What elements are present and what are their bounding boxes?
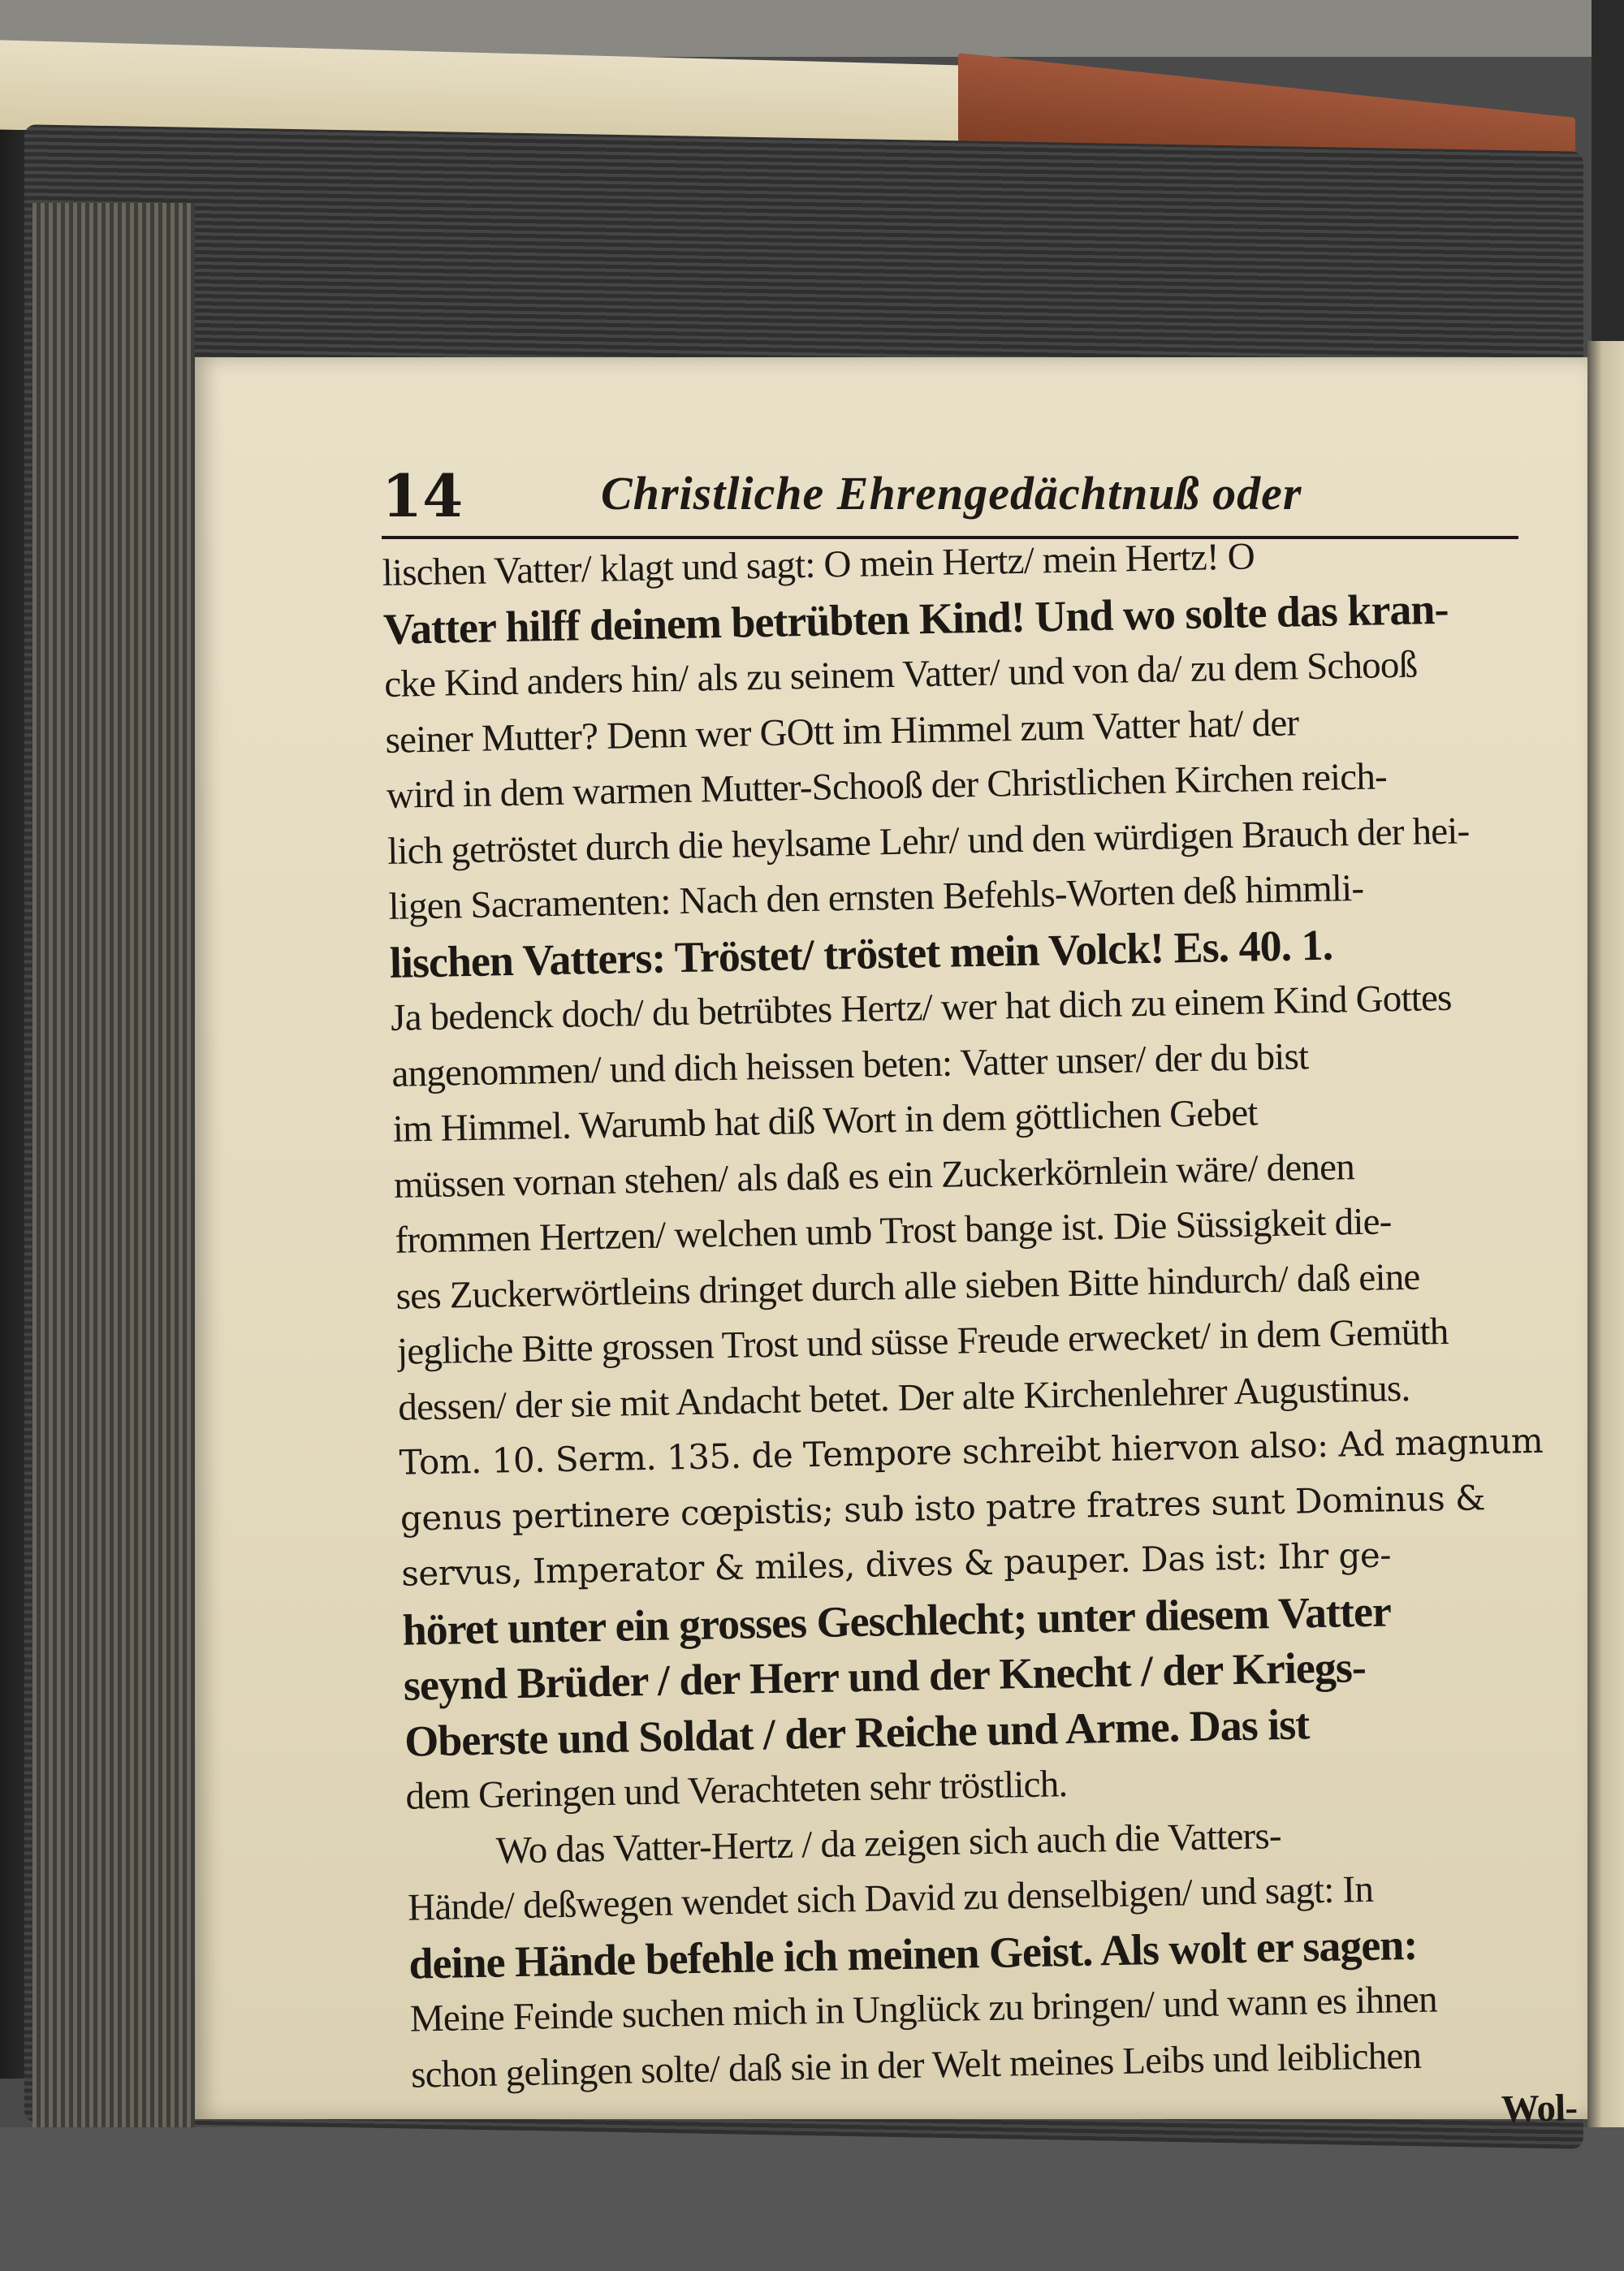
facing-page-edge [1587,341,1624,2127]
text-line: Meine Feinde suchen mich in Unglück zu bringen/ und wann es ihnen [409,1978,1438,2040]
text-line: Oberste und Soldat / der Reiche und Arme. Das ist [404,1699,1310,1766]
catchword: Wol- [1501,2087,1578,2131]
body-text [382,523,1586,2158]
text-line: lischen Vatters: Tröstet/ tröstet mein Volck! Es. 40. 1. [389,920,1333,987]
text-line: lich getröstet durch die heylsame Lehr/ und den würdigen Brauch der hei- [387,809,1470,873]
text-line: dem Geringen und Verachteten sehr tröstlich. [405,1763,1068,1818]
text-line: lischen Vatter/ klagt und sagt: O mein Hertz/ mein Hertz! O [382,535,1255,594]
page-number: 14 [382,461,464,530]
text-line: ses Zuckerwörtleins dringet durch alle sieben Bitte hindurch/ daß eine [395,1255,1420,1318]
text-line: seynd Brüder / der Herr und der Knecht / der Kriegs- [403,1642,1367,1710]
text-line: servus, Imperator & miles, dives & pauper. Das ist: Ihr ge- [400,1535,1392,1594]
text-line: jegliche Bitte grossen Trost und süsse Freude erwecket/ in dem Gemüth [396,1310,1449,1373]
text-line: im Himmel. Warumb hat diß Wort in dem göttlichen Gebet [392,1091,1258,1151]
text-line: höret unter ein grosses Geschlecht; unter diesem Vatter [402,1586,1392,1655]
page-block-side [32,203,195,2127]
text-line: ligen Sacramenten: Nach den ernsten Befehls-Worten deß himmli- [388,866,1364,928]
text-line: deine Hände befehle ich meinen Geist. Als wolt er sagen: [408,1919,1418,1988]
text-line: Wo das Vatter-Hertz / da zeigen sich auch die Vatters- [495,1814,1282,1872]
text-line: frommen Hertzen/ welchen umb Trost bange ist. Die Süssigkeit die- [394,1200,1392,1262]
text-line: angenommen/ und dich heissen beten: Vatter unser/ der du bist [391,1034,1309,1095]
text-line: genus pertinere cœpistis; sub isto patre fratres sunt Dominus & [400,1477,1486,1539]
text-line: cke Kind anders hin/ als zu seinem Vatter/ und von da/ zu dem Schooß [383,643,1418,706]
text-line: seiner Mutter? Denn wer GOtt im Himmel zum Vatter hat/ der [385,701,1299,762]
text-line: schon gelingen solte/ daß sie in der Welt meines Leibs und leiblichen [410,2034,1422,2096]
running-head: Christliche Ehrengedächtnuß oder [601,467,1302,520]
text-line: Vatter hilff deinem betrübten Kind! Und wo solte das kran- [382,584,1449,654]
text-line: Ja bedenck doch/ du betrübtes Hertz/ wer hat dich zu einem Kind Gottes [390,976,1453,1039]
text-line: müssen vornan stehen/ als daß es ein Zuckerkörnlein wäre/ denen [393,1145,1355,1207]
text-line: Tom. 10. Serm. 135. de Tempore schreibt hiervon also: Ad magnum [399,1420,1544,1483]
text-line: Hände/ deßwegen wendet sich David zu denselbigen/ und sagt: In [407,1867,1374,1929]
text-line: wird in dem warmen Mutter-Schooß der Christlichen Kirchen reich- [386,755,1388,817]
text-line: dessen/ der sie mit Andacht betet. Der alte Kirchenlehrer Augustinus. [397,1366,1410,1429]
